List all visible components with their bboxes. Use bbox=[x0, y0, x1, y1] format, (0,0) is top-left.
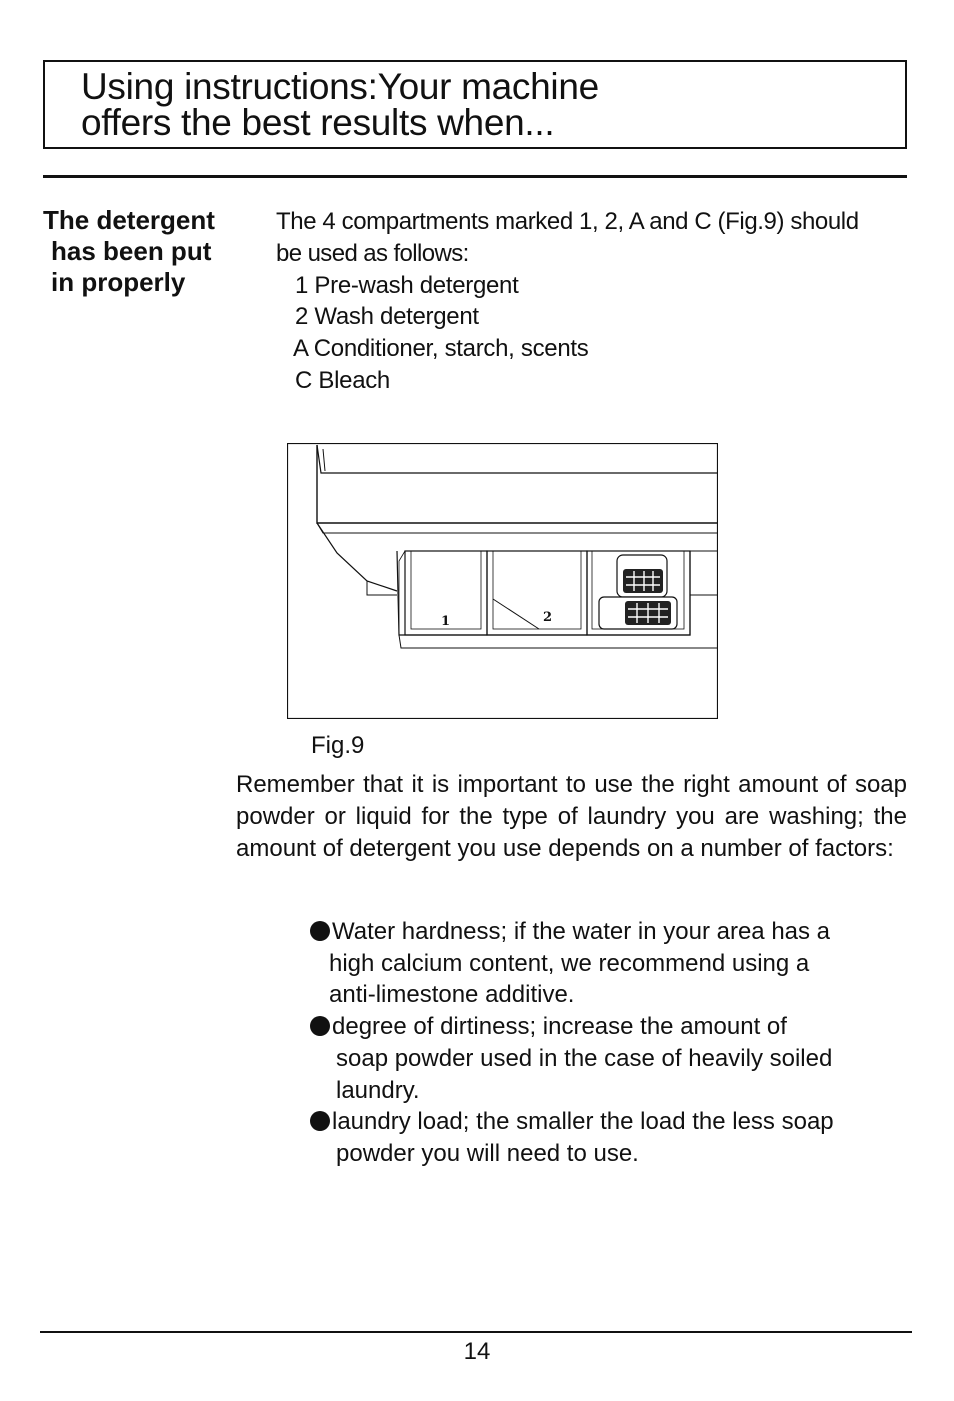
detergent-drawer-figure bbox=[287, 443, 718, 719]
compartment-label-1: 1 bbox=[441, 614, 451, 629]
compartment-item-2: 2 Wash detergent bbox=[295, 303, 479, 330]
compartment-label-2: 2 bbox=[543, 610, 553, 625]
footer-divider bbox=[40, 1331, 912, 1333]
header-divider bbox=[43, 175, 907, 178]
section-heading bbox=[43, 205, 243, 298]
bullet-dirtiness-line-2: soap powder used in the case of heavily soiled bbox=[336, 1045, 833, 1072]
section-heading-line-2: has been put bbox=[51, 236, 212, 266]
bullet-dot bbox=[310, 1016, 330, 1036]
page-number: 14 bbox=[463, 1338, 491, 1365]
page-title-line-1: Using instructions:Your machine bbox=[81, 66, 599, 107]
bullet-dirtiness-line-1: degree of dirtiness; increase the amount of bbox=[310, 1011, 787, 1043]
figure-caption: Fig.9 bbox=[311, 732, 365, 759]
bullet-water-hardness-line-1: Water hardness; if the water in your area has a bbox=[310, 916, 830, 948]
section-heading-line-3: in properly bbox=[51, 267, 186, 297]
detergent-amount-paragraph: Remember that it is important to use the right amount of soap powder or liquid for the type of laundry you are washing; the amount of detergent you use depends on a number of factors: bbox=[236, 771, 907, 862]
intro-line-2: be used as follows: bbox=[276, 240, 469, 267]
section-heading-line-1: The detergent bbox=[43, 205, 215, 235]
intro-line-1: The 4 compartments marked 1, 2, A and C (Fig.9) should bbox=[276, 208, 859, 235]
bullet-laundry-load-line-1: laundry load; the smaller the load the less soap bbox=[310, 1106, 834, 1138]
compartment-item-c: C Bleach bbox=[295, 367, 390, 394]
page-title-line-2: offers the best results when... bbox=[81, 102, 555, 143]
compartment-item-a: A Conditioner, starch, scents bbox=[293, 335, 589, 362]
bullet-dot bbox=[310, 921, 330, 941]
bullet-dirtiness-line-3: laundry. bbox=[336, 1077, 420, 1104]
bullet-laundry-load-line-2: powder you will need to use. bbox=[336, 1140, 639, 1167]
bullet-water-hardness-line-3: anti-limestone additive. bbox=[329, 981, 575, 1008]
bullet-water-hardness-line-2: high calcium content, we recommend using a bbox=[329, 950, 810, 977]
bullet-dot bbox=[310, 1111, 330, 1131]
compartment-item-1: 1 Pre-wash detergent bbox=[295, 272, 519, 299]
title-box bbox=[43, 60, 907, 149]
